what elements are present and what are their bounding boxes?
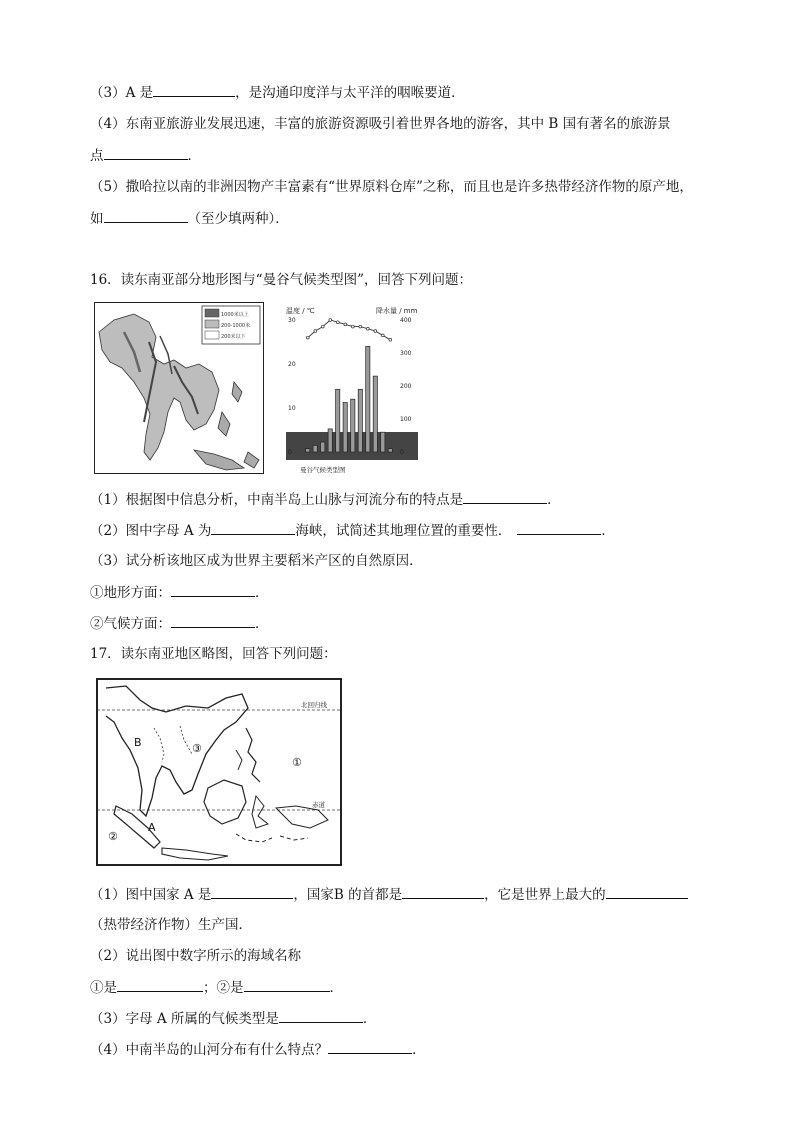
y2-tick-label: 200 [400,383,412,390]
temperature-point [344,323,347,326]
temperature-point [389,338,392,341]
precip-bar [373,376,377,452]
y2-tick-label: 400 [400,317,412,324]
temperature-point [306,336,309,339]
precip-bar [328,429,332,452]
legend-label: 200米以下 [221,334,246,340]
answer-blank[interactable] [117,977,203,992]
climate-chart-figure [282,302,422,476]
southeast-asia-map [96,678,342,866]
answer-blank[interactable] [104,208,188,223]
temperature-point [374,330,377,333]
map-label-1: ① [292,756,302,769]
temperature-line [308,320,391,340]
q16-part1: （1）根据图中信息分析，中南半岛上山脉与河流分布的特点是 ． [90,489,561,510]
chart-ylabel-left: 温度 / ℃ [286,307,315,315]
answer-blank[interactable] [171,613,255,628]
answer-blank[interactable] [402,884,484,899]
temperature-point [314,330,317,333]
answer-blank[interactable] [244,977,330,992]
answer-blank[interactable] [517,520,601,535]
answer-blank[interactable] [279,1008,363,1023]
answer-blank[interactable] [211,884,293,899]
q16-part3a: ①地形方面： ． [90,582,269,603]
y-tick-label: 10 [288,405,296,412]
precip-bar [388,449,392,452]
q15-part4: （4）东南亚旅游业发展迅速，丰富的旅游资源吸引着世界各地的游客，其中 B 国有著名的旅游景 [90,116,671,132]
answer-blank[interactable] [463,489,547,504]
precip-bar [306,449,310,452]
map-label-b: B [134,736,142,749]
q15-part5: （5）撒哈拉以南的非洲因物产丰富素有“世界原料仓库”之称，而且也是许多热带经济作物的原产地， [90,179,693,195]
answer-blank[interactable] [104,145,188,160]
chart-ylabel-right: 降水量 / mm [376,307,418,315]
bangkok-climate-chart [282,302,422,476]
answer-blank[interactable] [606,884,688,899]
answer-blank[interactable] [153,82,235,97]
q17-part1: （1）图中国家 A 是 ，国家B 的首都是 ，它是世界上最大的 [90,884,688,905]
temperature-point [329,319,332,322]
tropic-label: 北回归线 [301,701,327,709]
y-tick-label: 30 [288,317,296,324]
map-label-3: ③ [192,742,202,755]
precip-bar [366,346,370,452]
precip-bar [358,389,362,452]
y2-tick-label: 300 [400,350,412,357]
q16-part3: （3）试分析该地区成为世界主要稻米产区的自然原因． [90,553,423,569]
terrain-map [94,302,264,474]
map-label-a: A [148,821,156,834]
legend-label: 1000米以上 [221,312,249,318]
q15-part4-cont: 点 ． [90,145,201,166]
temperature-point [351,325,354,328]
q17-part1-cont: （热带经济作物）生产国． [90,917,252,933]
temperature-point [359,325,362,328]
q17-part3: （3）字母 A 所属的气候类型是 ． [90,1008,376,1029]
q17-part4: （4）中南半岛的山河分布有什么特点？ ． [90,1039,426,1060]
q17-title: 17．读东南亚地区略图，回答下列问题： [90,646,337,662]
q16-title: 16．读东南亚部分地形图与“曼谷气候类型图”，回答下列问题： [90,272,472,288]
terrain-map-figure [94,302,264,474]
q16-part2: （2）图中字母 A 为 海峡，试简述其地理位置的重要性． ． [90,520,615,541]
chart-caption: 曼谷气候类型图 [300,466,346,474]
answer-blank[interactable] [328,1039,412,1054]
temperature-point [321,325,324,328]
y2-tick-label: 100 [400,416,412,423]
q17-part2: （2）说出图中数字所示的海域名称 [90,948,302,964]
southeast-asia-map-figure [96,678,342,866]
precip-bar [351,399,355,452]
precip-bar [343,403,347,453]
equator-label: 赤道 [312,801,325,809]
answer-blank[interactable] [211,520,295,535]
y2-tick-label: 0 [400,449,404,456]
q16-part3b: ②气候方面： ． [90,613,269,634]
y-tick-label: 0 [288,449,292,456]
temperature-point [381,334,384,337]
legend-label: 200-1000米 [221,323,251,329]
precip-bar [313,445,317,452]
q15-part3: （3）A 是 ，是沟通印度洋与太平洋的咽喉要道． [90,82,465,103]
temperature-point [336,321,339,324]
map-label-2: ② [108,830,118,843]
temperature-point [366,327,369,330]
y-tick-label: 20 [288,361,296,368]
precip-bar [336,389,340,452]
q17-part2a: ①是 ；②是 ． [90,977,343,998]
precip-bar [381,432,385,452]
precip-bar [321,442,325,452]
q15-part5-cont: 如 （至少填两种）． [90,208,289,229]
answer-blank[interactable] [171,582,255,597]
